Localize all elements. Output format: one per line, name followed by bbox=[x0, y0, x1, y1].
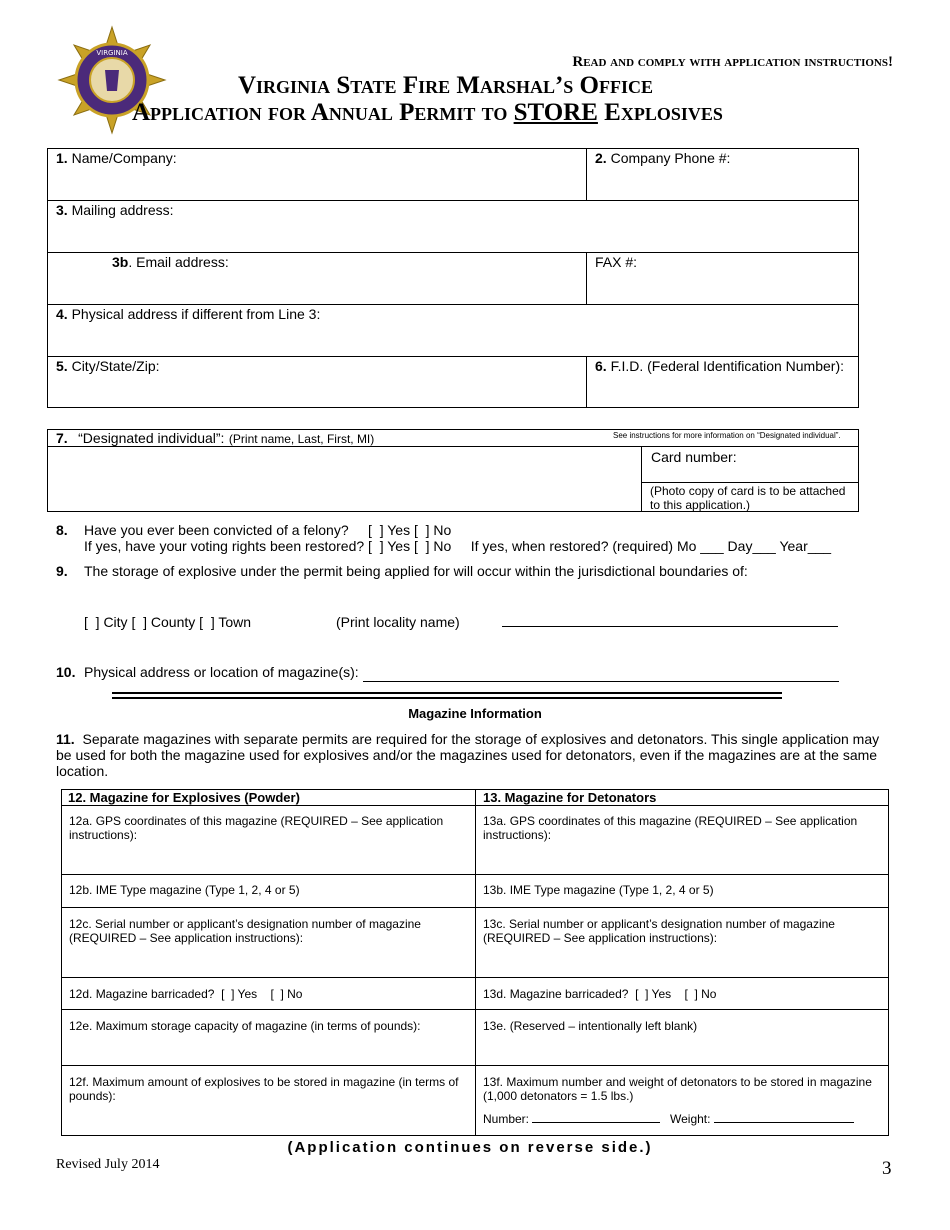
explosives-magazine-header: 12. Magazine for Explosives (Powder) bbox=[68, 790, 300, 805]
field-6-label: F.I.D. (Federal Identification Number): bbox=[610, 358, 844, 374]
detonator-number-field[interactable] bbox=[483, 1112, 660, 1126]
field-6-number: 6. bbox=[595, 358, 607, 374]
explosives-gps-field[interactable]: 12a. GPS coordinates of this magazine (REQUIRED – See application instructions): bbox=[69, 814, 444, 842]
company-phone-field[interactable] bbox=[595, 150, 850, 198]
field-4-label: Physical address if different from Line 3: bbox=[71, 306, 321, 322]
field-3-label: Mailing address: bbox=[71, 202, 174, 218]
magazine-permit-note bbox=[56, 731, 886, 779]
detonators-gps-field[interactable]: 13a. GPS coordinates of this magazine (REQUIRED – See application instructions): bbox=[483, 814, 858, 842]
instructions-notice: Read and comply with application instructions! bbox=[572, 54, 893, 70]
magazine-information-heading: Magazine Information bbox=[408, 706, 542, 721]
card-note: (Photo copy of card is to be attached to this application.) bbox=[650, 484, 846, 512]
physical-address-field[interactable] bbox=[56, 306, 851, 354]
voting-rights-question[interactable]: If yes, have your voting rights been restored? [ ] Yes [ ] No If yes, when restored? (required) Mo ___ Day___ Year___ bbox=[84, 538, 832, 554]
detonator-weight-label: Weight: bbox=[670, 1112, 711, 1126]
field-2-number: 2. bbox=[595, 150, 607, 166]
felony-question[interactable]: Have you ever been convicted of a felony? [ ] Yes [ ] No bbox=[84, 522, 452, 538]
detonators-magazine-header: 13. Magazine for Detonators bbox=[483, 790, 657, 805]
locality-name-label: (Print locality name) bbox=[336, 614, 460, 630]
field-5-label: City/State/Zip: bbox=[71, 358, 160, 374]
city-state-zip-field[interactable] bbox=[56, 358, 576, 406]
explosives-serial-number-field[interactable]: 12c. Serial number or applicant’s designation number of magazine (REQUIRED – See application instructions): bbox=[69, 917, 421, 945]
detonator-number-line[interactable] bbox=[532, 1112, 660, 1123]
question-11-number: 11. bbox=[56, 731, 75, 747]
field-1-number: 1. bbox=[56, 150, 68, 166]
field-3b-label: . Email address: bbox=[128, 254, 229, 270]
designated-individual-input[interactable] bbox=[48, 447, 640, 511]
locality-name-line[interactable] bbox=[502, 626, 838, 627]
section-divider bbox=[112, 692, 782, 699]
detonators-reserved-field: 13e. (Reserved – intentionally left blank) bbox=[483, 1019, 698, 1033]
locality-type-checkboxes[interactable]: [ ] City [ ] County [ ] Town bbox=[84, 614, 252, 630]
detonators-barricaded-checkboxes[interactable]: 13d. Magazine barricaded? [ ] Yes [ ] No bbox=[483, 987, 717, 1001]
field-7-hint: (Print name, Last, First, MI) bbox=[228, 432, 375, 446]
magazine-location-line[interactable] bbox=[363, 681, 839, 682]
fid-field[interactable] bbox=[595, 358, 857, 406]
question-10-number: 10. bbox=[56, 664, 76, 680]
field-7-label: “Designated individual”: bbox=[78, 430, 225, 446]
detonator-weight-line[interactable] bbox=[714, 1112, 854, 1123]
field-1-label: Name/Company: bbox=[71, 150, 177, 166]
explosives-storage-capacity-field[interactable]: 12e. Maximum storage capacity of magazine (in terms of pounds): bbox=[69, 1019, 421, 1033]
field-5-number: 5. bbox=[56, 358, 68, 374]
fax-label: FAX #: bbox=[595, 254, 638, 270]
form-title-post: Explosives bbox=[597, 99, 723, 126]
mailing-address-field[interactable] bbox=[56, 202, 851, 250]
designated-individual-label bbox=[56, 430, 374, 448]
card-number-field[interactable]: Card number: bbox=[651, 449, 737, 465]
field-4-number: 4. bbox=[56, 306, 68, 322]
svg-text:VIRGINIA: VIRGINIA bbox=[96, 49, 128, 57]
explosives-ime-type-field[interactable]: 12b. IME Type magazine (Type 1, 2, 4 or 5) bbox=[69, 883, 300, 897]
detonators-serial-number-field[interactable]: 13c. Serial number or applicant’s designation number of magazine (REQUIRED – See application instructions): bbox=[483, 917, 835, 945]
field-2-label: Company Phone #: bbox=[610, 150, 731, 166]
field-3-number: 3. bbox=[56, 202, 68, 218]
detonators-max-number-weight: 13f. Maximum number and weight of detonators to be stored in magazine (1,000 detonators = 1.5 lbs.) bbox=[483, 1075, 872, 1103]
explosives-barricaded-checkboxes[interactable]: 12d. Magazine barricaded? [ ] Yes [ ] No bbox=[69, 987, 303, 1001]
page-number: 3 bbox=[882, 1158, 892, 1179]
detonators-ime-type-field[interactable]: 13b. IME Type magazine (Type 1, 2, 4 or 5) bbox=[483, 883, 714, 897]
continues-notice: (Application continues on reverse side.) bbox=[287, 1139, 653, 1156]
magazine-location-label: Physical address or location of magazine(s): bbox=[84, 664, 359, 680]
question-9-number: 9. bbox=[56, 563, 68, 579]
designated-individual-note: See instructions for more information on “Designated individual”. bbox=[613, 431, 841, 440]
form-title-pre: Application for Annual Permit to bbox=[132, 99, 514, 126]
question-11-text: Separate magazines with separate permits are required for the storage of explosives and detonators. This single application may be used for both the magazine used for explosives and/or the magazines used for detonators, even if the magazines are at the same location. bbox=[56, 731, 880, 779]
field-3b-number: 3b bbox=[112, 254, 129, 270]
email-address-field[interactable] bbox=[112, 254, 577, 302]
jurisdiction-question: The storage of explosive under the permit being applied for will occur within the jurisdictional boundaries of: bbox=[84, 563, 748, 579]
detonator-weight-field[interactable] bbox=[670, 1112, 854, 1126]
form-title bbox=[132, 99, 723, 127]
office-title: Virginia State Fire Marshal’s Office bbox=[238, 72, 653, 99]
name-company-field[interactable] bbox=[56, 150, 576, 198]
detonator-number-label: Number: bbox=[483, 1112, 530, 1126]
question-8-number: 8. bbox=[56, 522, 68, 538]
fax-field[interactable] bbox=[595, 254, 850, 302]
revision-date: Revised July 2014 bbox=[56, 1157, 160, 1172]
explosives-max-amount-field[interactable]: 12f. Maximum amount of explosives to be stored in magazine (in terms of pounds): bbox=[69, 1075, 459, 1103]
form-title-store: STORE bbox=[513, 99, 598, 126]
field-7-number: 7. bbox=[56, 430, 68, 446]
